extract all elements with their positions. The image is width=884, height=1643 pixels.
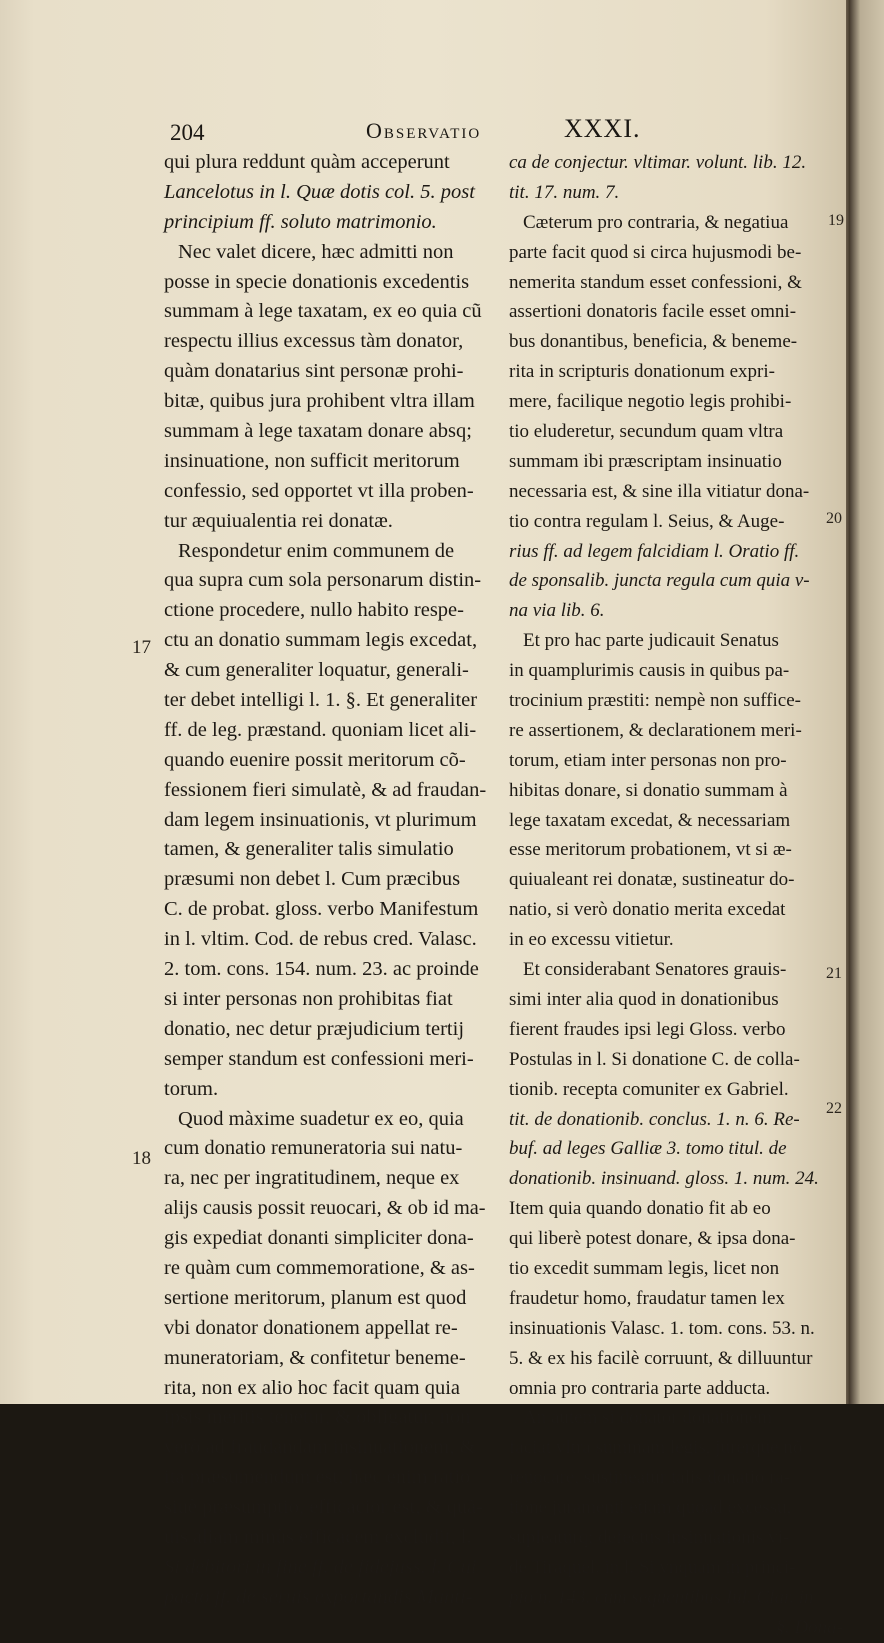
- text-line: confessio, sed opportet vt illa proben-: [164, 479, 474, 502]
- text-line: respectu illius excessus tàm donator,: [164, 330, 464, 353]
- text-line: quàm donatarius sint personæ prohi-: [164, 360, 464, 383]
- text-line: tio contra regulam l. Seius, & Auge-: [509, 510, 785, 532]
- text-line: rita, non ex alio hoc facit quam quia: [164, 1376, 461, 1399]
- text-line: quando euenire possit meritorum cõ-: [164, 748, 466, 771]
- text-line: tit. de donationib. conclus. 1. n. 6. Re-: [509, 1108, 800, 1130]
- text-line: tione juramenti etiam quoad excessu,: [509, 1497, 792, 1519]
- text-line: verò ad fraudandam insinuationem, &: [164, 1436, 476, 1459]
- text-line: summam à lege taxatam, ex eo quia cũ: [164, 300, 482, 323]
- text-line: Item quia quando donatio fit ab eo: [509, 1198, 771, 1220]
- text-line: tit. 17. num. 7.: [509, 181, 620, 203]
- text-line: faciat vltra summam legis, jurerque nõ: [509, 1437, 803, 1459]
- text-line: re assertionem, & declarationem meri-: [509, 719, 802, 741]
- text-line: bitæ, quibus jura prohibent vltra illam: [164, 390, 475, 413]
- text-line: omnia pro contraria parte adducta.: [509, 1377, 771, 1399]
- text-line: Cæterum pro contraria, & negatiua: [523, 211, 789, 233]
- text-line: dam legem insinuationis, vt plurimum: [164, 808, 477, 831]
- text-line: posse in specie donationis excedentis: [164, 270, 470, 293]
- text-line: vbi donator donationem appellat re-: [164, 1316, 458, 1339]
- text-line: donatio, nec detur præjudicium tertij: [164, 1017, 465, 1040]
- text-line: Lancelotus in l. Quæ dotis col. 5. post: [164, 180, 475, 203]
- text-line: ca de conjectur. vltimar. volunt. lib. 12.: [509, 152, 807, 173]
- text-line: qui liberè potest donare, & ipsa dona-: [509, 1228, 796, 1250]
- text-line: tio excedit summam legis, licet non: [509, 1257, 780, 1279]
- running-title: Observatio: [366, 118, 482, 143]
- text-line: lege taxatam excedat, & necessariam: [509, 809, 791, 831]
- margin-number: 22: [826, 1100, 842, 1117]
- text-line: bus donantibus, beneficia, & beneme-: [509, 331, 798, 353]
- text-line: na via lib. 6.: [509, 600, 605, 622]
- text-line: ita præsumendum est, hæc enim ratio: [164, 1466, 471, 1489]
- text-line: in eo excessu vitietur.: [509, 929, 674, 951]
- text-line: tur æquiualentia rei donatæ.: [164, 509, 393, 532]
- text-line: rita in scripturis donationum expri-: [509, 361, 775, 383]
- text-line: principium ff. soluto matrimonio.: [164, 210, 437, 233]
- text-line: Nec valet dicere, hæc admitti non: [178, 240, 454, 263]
- text-line: Et pro hac parte judicauit Senatus: [523, 630, 779, 652]
- text-line: 5. & ex his facilè corruunt, & dilluuntur: [509, 1347, 813, 1369]
- text-line: fessionem fieri simulatè, & ad fraudan-: [164, 778, 487, 801]
- text-line: in quamplurimis causis in quibus pa-: [509, 660, 790, 682]
- text-line: quiualeant rei donatæ, sustineatur do-: [509, 869, 795, 891]
- text-line: uis aliam minùs efficacem excludit, l.: [164, 1525, 472, 1548]
- text-line: rius ff. ad legem falcidiam l. Oratio ff.: [509, 540, 800, 562]
- text-line: tio eluderetur, secundum quam vltra: [509, 421, 784, 443]
- page-header: [166, 114, 642, 148]
- text-line: præsumi non debet l. Cum præcibus: [164, 868, 461, 891]
- text-line: ter debet intelligi l. 1. §. Et generaliter: [164, 689, 478, 712]
- observation-number: XXXI.: [564, 114, 641, 143]
- text-line: ra, nec per ingratitudinem, neque ex: [164, 1167, 460, 1190]
- margin-number: 18: [132, 1148, 151, 1169]
- text-line: An autem si donator donationem: [523, 1407, 773, 1429]
- text-line: trocinium præstiti: nempè non suffice-: [509, 690, 801, 712]
- text-line: pacto ff. de seruis exportandis Manti-: [164, 1585, 473, 1608]
- text-line: pio n. 143. cum sequentibus Iul. Clar. in: [509, 1586, 814, 1608]
- text-line: alijs causis possit reuocari, & ob id ma-: [164, 1197, 486, 1220]
- text-line: qua supra cum sola personarum distin-: [164, 569, 482, 592]
- margin-number: 21: [826, 965, 842, 982]
- text-line: sertione meritorum, planum est quod: [164, 1286, 467, 1309]
- text-line: insinuatione, non sufficit meritorum: [164, 449, 460, 472]
- text-line: §. Dona-: [775, 1616, 843, 1638]
- text-line: tamen, & generaliter talis simulatio: [164, 838, 454, 861]
- right-column: [509, 148, 843, 1643]
- left-column: [164, 148, 486, 1613]
- text-line: buf. ad leges Galliæ 3. tomo titul. de: [509, 1138, 787, 1160]
- text-line: qui plura reddunt quàm acceperunt: [164, 151, 450, 173]
- text-line: ff. de leg. præstand. quoniam licet ali-: [164, 718, 477, 741]
- text-line: de sponsalib. juncta regula cum quia v-: [509, 570, 810, 592]
- text-line: re quàm cum commemoratione, & as-: [164, 1256, 475, 1279]
- page-number: 204: [170, 120, 205, 145]
- text-line: hibitas donare, si donatio summam à: [509, 779, 788, 801]
- text-line: C. de probat. gloss. verbo Manifestum: [164, 898, 479, 921]
- text-line: donationib. insinuand. gloss. 1. num. 24.: [509, 1168, 819, 1190]
- text-line: torum.: [164, 1077, 219, 1100]
- text-line: fraudetur homo, fraudatur tamen lex: [509, 1287, 785, 1309]
- text-line: esse meritorum probationem, vt si æ-: [509, 839, 792, 861]
- text-line: summam ibi præscriptam insinuatio: [509, 450, 782, 472]
- text-line: simi inter alia quod in donationibus: [509, 988, 779, 1010]
- margin-number: 20: [826, 510, 842, 527]
- text-line: assertioni donatoris facile esset omni-: [509, 301, 797, 323]
- text-line: Respondetur enim communem de: [178, 539, 455, 562]
- text-line: reuocare, sustineatur talis donatio ra-: [509, 1467, 791, 1489]
- text-line: natio, si verò donatio merita excedat: [509, 899, 786, 921]
- text-line: de Tiraquel. in l. Si vnquam in princi-: [509, 1556, 796, 1578]
- margin-number: 19: [828, 212, 844, 229]
- text-line: gis expediat donanti simpliciter dona-: [164, 1227, 474, 1250]
- text-line: semper standum est confessioni meri-: [164, 1047, 474, 1070]
- text-line: Postulas in l. Si donatione C. de colla-: [509, 1048, 800, 1070]
- text-line: necessaria est, & sine illa vitiatur dona-: [509, 480, 810, 502]
- text-line: 2. tom. cons. 154. num. 23. ac proinde: [164, 958, 479, 981]
- text-line: tionib. recepta comuniter ex Gabriel.: [509, 1078, 789, 1100]
- text-line: Et considerabant Senatores grauis-: [523, 959, 787, 981]
- text-line: mere, facilique negotio legis prohibi-: [509, 391, 792, 413]
- text-line: muneratoriam, & confitetur beneme-: [164, 1346, 466, 1369]
- margin-number: 17: [132, 637, 151, 658]
- text-line: ctu an donatio summam legis excedat,: [164, 629, 478, 652]
- text-line: parte facit quod si circa hujusmodi be-: [509, 241, 802, 263]
- text-line: summam à lege taxatam donare absq;: [164, 420, 472, 443]
- text-line: & cum generaliter loquatur, generali-: [164, 659, 469, 682]
- text-line: ipsis meritis tenetur, & obligatur, non: [164, 1406, 471, 1429]
- facing-page-edge: [850, 0, 884, 1404]
- text-line: cum donatio remuneratoria sui natu-: [164, 1137, 463, 1160]
- text-line: insinuationis Valasc. 1. tom. cons. 53. n.: [509, 1317, 815, 1339]
- text-line: Quod màxime suadetur ex eo, quia: [178, 1107, 464, 1130]
- text-line: Si debitori in fine ff. de fidejuss. l. Cui: [164, 1555, 477, 1578]
- text-line: supleaturq; defectus insinuationis vi-: [509, 1526, 790, 1548]
- text-line: torum, etiam inter personas non pro-: [509, 749, 787, 771]
- text-line: in l. vltim. Cod. de rebus cred. Valasc.: [164, 928, 477, 951]
- text-line: si inter personas non prohibitas fiat: [164, 987, 453, 1010]
- text-line: fierent fraudes ipsi legi Gloss. verbo: [509, 1018, 786, 1040]
- text-line: ctione procedere, nullo habito respe-: [164, 599, 464, 622]
- text-line: siuè præsumptio, efficacior est, & quã-: [164, 1496, 484, 1519]
- text-line: nemerita standum esset confessioni, &: [509, 271, 802, 293]
